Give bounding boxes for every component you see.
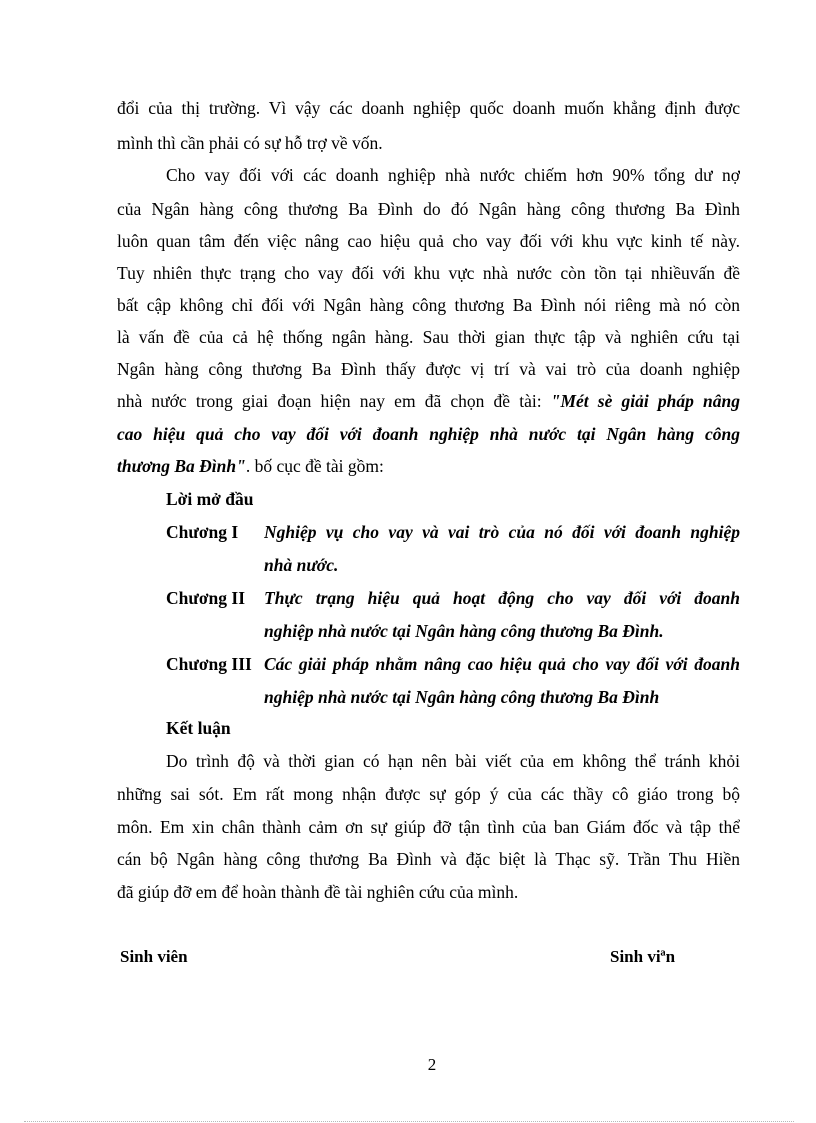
paragraph-text: nhà nước trong giai đoạn hiện nay em đã chọn đề tài: <box>117 391 551 411</box>
paragraph-line: đổi của thị trường. Vì vậy các doanh nghiệp quốc doanh muốn khẳng định được <box>117 98 740 118</box>
chapter-label: Chương II <box>166 588 246 608</box>
paragraph-line: đã giúp đỡ em để hoàn thành đề tài nghiên cứu của mình. <box>117 882 519 902</box>
paragraph-line: những sai sót. Em rất mong nhận được sự góp ý của các thầy cô giáo trong bộ <box>117 784 740 804</box>
chapter-title: nhà nước. <box>264 555 339 575</box>
chapter-label: Chương I <box>166 522 239 542</box>
page-number: 2 <box>427 1055 437 1074</box>
outline-intro: Lời mở đầu <box>166 489 254 509</box>
paragraph-line: Do trình độ và thời gian có hạn nên bài viết của em không thể tránh khỏi <box>166 751 740 771</box>
paragraph-line: mình thì cần phải có sự hỗ trợ về vốn. <box>117 133 383 153</box>
thesis-title: cao hiệu quả cho vay đối với đoanh nghiệp nhà nước tại Ngân hàng công <box>117 424 740 444</box>
paragraph-line: của Ngân hàng công thương Ba Đình do đó Ngân hàng công thương Ba Đình <box>117 199 740 219</box>
paragraph-line: Ngân hàng công thương Ba Đình thấy được vị trí và vai trò của doanh nghiệp <box>117 359 740 379</box>
chapter-title: nghiệp nhà nước tại Ngân hàng công thương Ba Đình. <box>264 621 664 641</box>
paragraph-line: luôn quan tâm đến việc nâng cao hiệu quả cho vay đối với khu vực kinh tế này. <box>117 231 740 251</box>
paragraph-text: . bố cục đề tài gồm: <box>245 456 384 476</box>
paragraph-line: cán bộ Ngân hàng công thương Ba Đình và đặc biệt là Thạc sỹ. Trần Thu Hiền <box>117 849 740 869</box>
chapter-title: Nghiệp vụ cho vay và vai trò của nó đối với đoanh nghiệp <box>264 522 740 542</box>
chapter-label: Chương III <box>166 654 252 674</box>
thesis-title: thương Ba Đình" <box>117 456 246 476</box>
thesis-title: "Mét sè giải pháp nâng <box>550 391 740 411</box>
signature-right: Sinh viªn <box>610 947 676 966</box>
paragraph-line: Tuy nhiên thực trạng cho vay đối với khu vực nhà nước còn tồn tại nhiềuvấn đề <box>117 263 740 283</box>
paragraph-line: là vấn đề của cả hệ thống ngân hàng. Sau thời gian thực tập và nghiên cứu tại <box>117 327 740 347</box>
chapter-title: Các giải pháp nhằm nâng cao hiệu quả cho vay đối với đoanh <box>264 654 740 674</box>
signature-left: Sinh viên <box>120 947 188 966</box>
chapter-title: Thực trạng hiệu quả hoạt động cho vay đối với đoanh <box>264 588 740 608</box>
chapter-title: nghiệp nhà nước tại Ngân hàng công thương Ba Đình <box>264 687 660 707</box>
paragraph-line: môn. Em xin chân thành cảm ơn sự giúp đỡ tận tình của ban Giám đốc và tập thể <box>117 817 740 837</box>
outline-conclusion: Kết luận <box>166 718 231 738</box>
paragraph-line <box>117 391 740 411</box>
paragraph-line <box>117 456 740 476</box>
paragraph-line: bất cập không chỉ đối với Ngân hàng công thương Ba Đình nói riêng mà nó còn <box>117 295 740 315</box>
paragraph-line: Cho vay đối với các doanh nghiệp nhà nước chiếm hơn 90% tổng dư nợ <box>166 165 740 185</box>
page-break-rule <box>24 1121 794 1122</box>
